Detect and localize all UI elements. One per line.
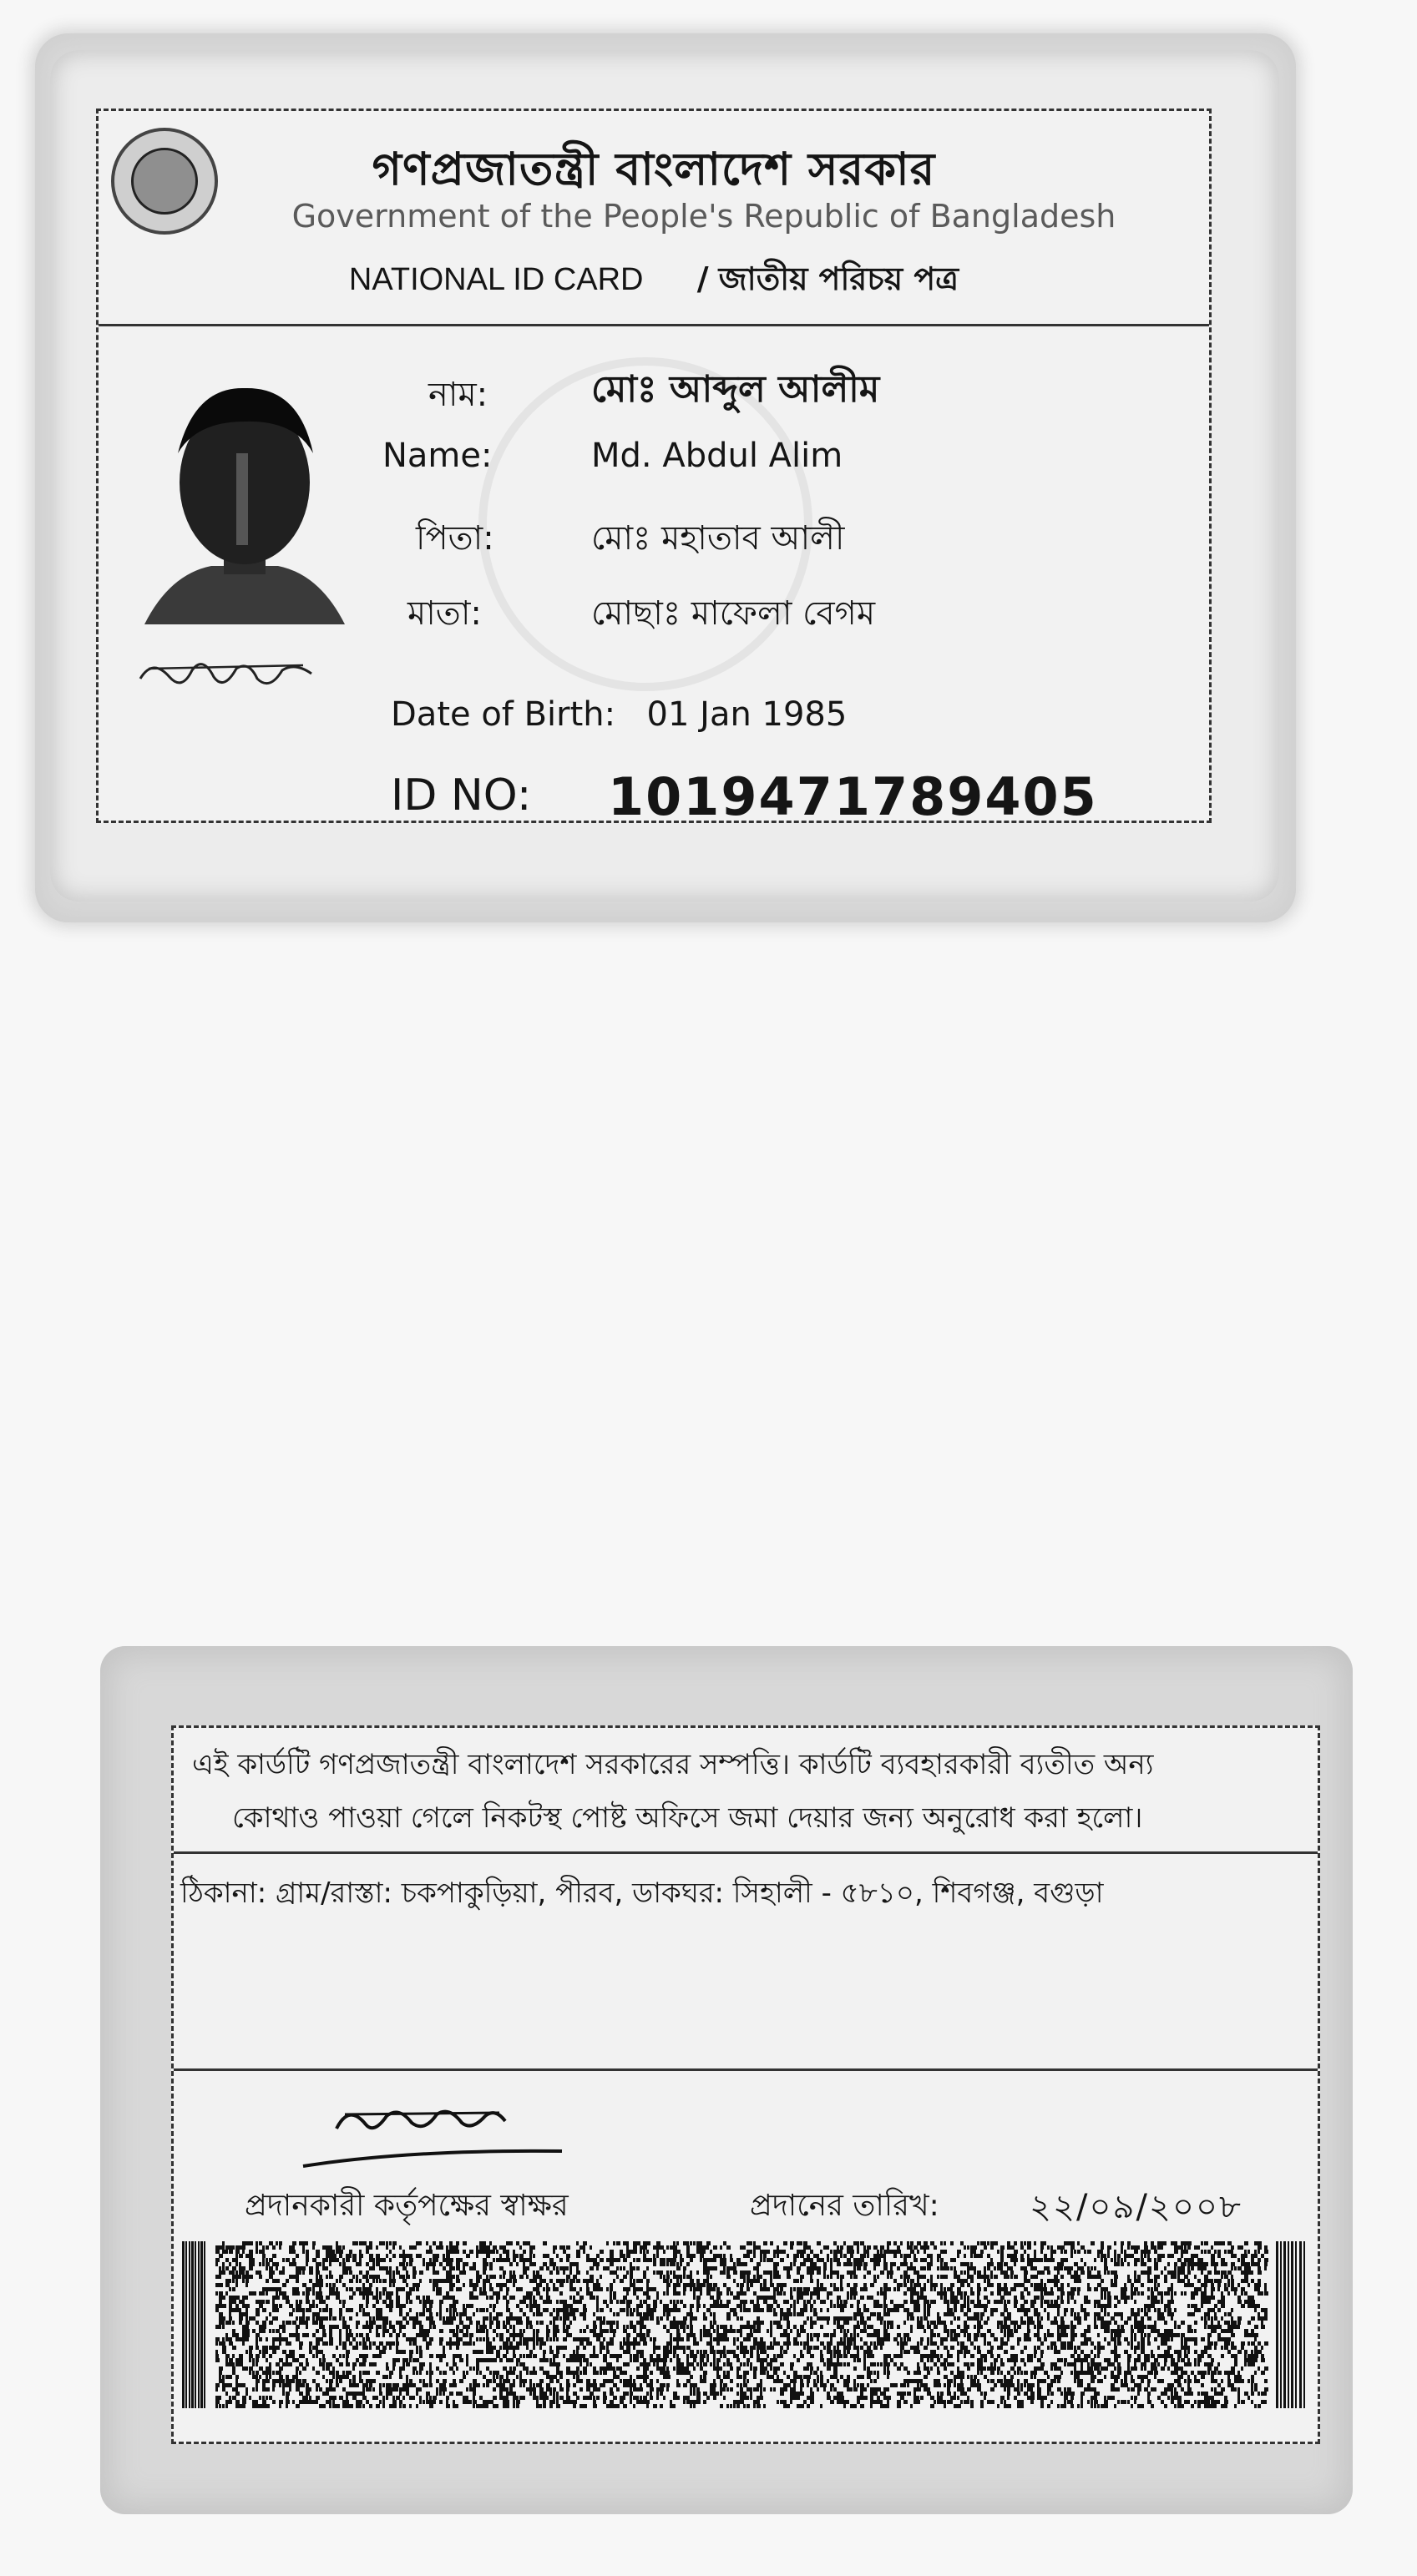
card-title-bangla: জাতীয় পরিচয় পত্র <box>718 260 959 297</box>
pdf417-barcode <box>182 2241 1309 2408</box>
government-title-english: Government of the People's Republic of Bangladesh <box>291 198 1116 235</box>
id-number-value: 1019471789405 <box>608 766 1098 827</box>
front-card-header <box>99 111 1209 326</box>
father-name-value: মোঃ মহাতাব আলী <box>591 519 845 558</box>
mother-name-value: মোছাঃ মাফেলা বেগম <box>591 594 876 633</box>
holder-photo <box>119 361 370 629</box>
holder-address: ঠিকানা: গ্রাম/রাস্তা: চকপাকুড়িয়া, পীরব, ডাকঘর: সিহালী - ৫৮১০, শিবগঞ্জ, বগুড়া <box>180 1876 1104 1910</box>
name-english-label: Name: <box>382 437 493 475</box>
mother-label: মাতা: <box>407 594 482 633</box>
issuing-authority-label: প্রদানকারী কর্তৃপক্ষের স্বাক্ষর <box>245 2189 569 2223</box>
name-bangla-label: নাম: <box>428 376 488 414</box>
name-english-value: Md. Abdul Alim <box>591 437 843 475</box>
dob-label: Date of Birth: <box>391 695 616 734</box>
dob-value: 01 Jan 1985 <box>646 695 848 734</box>
id-number-label: ID NO: <box>391 770 532 821</box>
front-card-frame <box>96 109 1212 827</box>
card-title-separator: / <box>696 260 709 297</box>
id-card-back <box>100 1646 1353 2514</box>
holder-signature <box>132 645 324 704</box>
government-title-bangla: গণপ্রজাতন্ত্রী বাংলাদেশ সরকার <box>372 143 936 195</box>
authority-signature <box>286 2083 570 2183</box>
card-title-english: NATIONAL ID CARD <box>348 262 644 297</box>
card-title <box>99 255 1209 308</box>
back-card-frame <box>171 1725 1320 2444</box>
notice-line-1: এই কার্ডটি গণপ্রজাতন্ত্রী বাংলাদেশ সরকারের সম্পত্তি। কার্ডটি ব্যবহারকারী ব্যতীত অন্য <box>192 1748 1154 1781</box>
address-divider <box>174 2068 1318 2071</box>
issue-date-value: ২২/০৯/২০০৮ <box>1030 2188 1242 2226</box>
id-card-front <box>50 50 1279 902</box>
name-bangla-value: মোঃ আব্দুল আলীম <box>591 368 880 411</box>
issue-date-label: প্রদানের তারিখ: <box>750 2189 939 2223</box>
father-label: পিতা: <box>416 519 494 558</box>
date-of-birth <box>391 695 847 734</box>
property-notice <box>174 1728 1318 1854</box>
notice-line-2: কোথাও পাওয়া গেলে নিকটস্থ পোষ্ট অফিসে জমা দেয়ার জন্য অনুরোধ করা হলো। <box>232 1801 1143 1835</box>
